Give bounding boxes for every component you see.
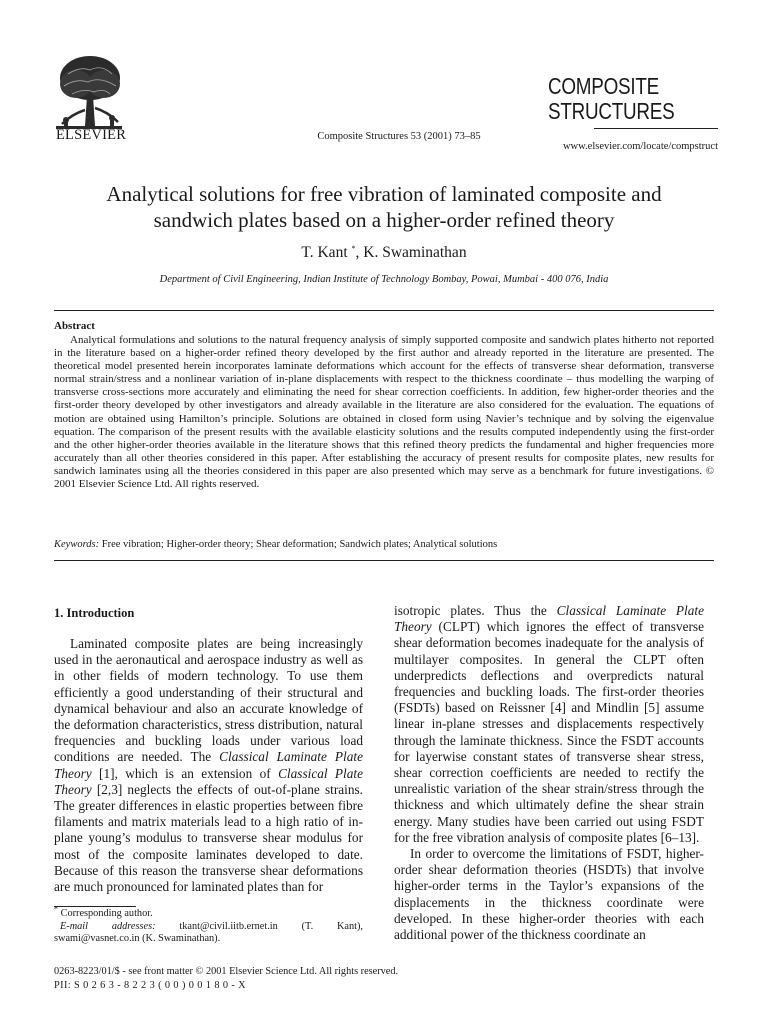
- text-segment: (CLPT) which ignores the effect of transverse shear deformation becomes inadequate for the analysis of multilayer composites. In general the CLPT often underpredicts deflections and overpredicts natural frequencies and buckling loads. The first-order theories (FSDTs) based on Reissner [4] and Mindlin [5] assume linear in-plane stresses and displacements respectively through the laminate thickness. Since the FSDT accounts for layerwise constant states of transverse shear stress, shear correction coefficients are needed to rectify the unrealistic variation of the shear strain/stress through the thickness and which ultimately define the shear strain energy. Many studies have been carried out using FSDT for the free vibration analysis of composite plates [6–13].: [394, 619, 704, 845]
- text-segment: [1], which is an extension of: [91, 765, 279, 781]
- authors: [0, 244, 768, 262]
- text-segment: isotropic plates. Thus the: [394, 603, 557, 618]
- keywords-label: Keywords:: [54, 539, 100, 550]
- author-separator: ,: [355, 244, 364, 261]
- footnote-corresponding-text: Corresponding author.: [60, 908, 153, 919]
- abstract-bottom-rule: [54, 560, 714, 561]
- keywords-list: Free vibration; Higher-order theory; Shear deformation; Sandwich plates; Analytical solutions: [101, 539, 498, 550]
- paper-title: [40, 181, 728, 233]
- footnote-mark: *: [54, 904, 58, 914]
- journal-name-line2: STRUCTURES: [548, 97, 675, 124]
- text-segment: Classical Laminate Plate Theory: [394, 603, 704, 635]
- text-segment: Classical Laminate Plate Theory: [54, 749, 363, 781]
- front-matter-line: 0263-8223/01/$ - see front matter © 2001 Elsevier Science Ltd. All rights reserved.: [54, 966, 399, 977]
- affiliation: Department of Civil Engineering, Indian Institute of Technology Bombay, Powai, Mumbai - 400 076, India: [159, 274, 609, 285]
- author-swaminathan: K. Swaminathan: [363, 244, 467, 261]
- left-column: [54, 636, 363, 895]
- corresponding-mark: *: [351, 243, 356, 253]
- footnote: [54, 904, 364, 946]
- journal-rule: [594, 128, 718, 129]
- author-kant: T. Kant: [301, 244, 348, 261]
- intro-paragraph-1-continued: [394, 603, 704, 846]
- abstract-text: Analytical formulations and solutions to the natural frequency analysis of simply supported composite and sandwich plates hitherto not reported in the literature based on a higher-order refined theory developed by the first author and already reported in the literature are presented. The theoretical model presented herein incorporates laminate deformations which account for the effects of transverse shear deformation, transverse normal strain/stress and a nonlinear variation of in-plane displacements with respect to the thickness coordinate – thus modelling the warping of transverse cross-sections more accurately and eliminating the need for shear correction coefficients. In addition, few higher-order theories and the first-order theory developed by other investigators and already available in the literature are also considered for the evaluation. The equations of motion are obtained using Hamilton’s principle. Solutions are obtained in closed form using Navier’s technique and by solving the eigenvalue equation. The comparison of the present results with the available elasticity solutions and the results computed independently using the first-order and the other higher-order theories available in the literature shows that this refined theory predicts the fundamental and higher frequencies more accurately than all other theories considered in this paper. After establishing the accuracy of present results for composite plates, new results for sandwich laminates using all the theories considered in this paper are also presented which may serve as a benchmark for future investigations. © 2001 Elsevier Science Ltd. All rights reserved.: [54, 334, 714, 491]
- intro-paragraph-2: In order to overcome the limitations of FSDT, higher-order shear deformation theories (HSDTs) that involve higher-order terms in the Taylor’s expansions of the displacements in the thickness coordinate were developed. In these higher-order theories with each additional power of the thickness coordinate an: [394, 846, 704, 943]
- abstract-heading: Abstract: [54, 320, 95, 332]
- footnote-email-label: E-mail addresses:: [60, 920, 156, 932]
- abstract-body: [54, 334, 714, 491]
- pii-line: PII: S 0 2 6 3 - 8 2 2 3 ( 0 0 ) 0 0 1 8 0 - X: [54, 980, 247, 991]
- keywords-line: [54, 539, 497, 550]
- intro-paragraph-1: [54, 636, 363, 895]
- abstract-top-rule: [54, 310, 714, 311]
- right-column: [394, 603, 704, 943]
- text-segment: [2,3] neglects the effects of out-of-plane strains. The greater differences in elastic properties between fibre filaments and matrix materials lead to a high ratio of in-plane young’s modulus to transverse shear modulus for most of the composite laminates developed to date. Because of this reason the transverse shear deformations are much pronounced for laminated plates than for: [54, 781, 363, 895]
- text-segment: Laminated composite plates are being increasingly used in the aeronautical and aerospace industry as well as in other fields of modern technology. To use them efficiently a good understanding of their structural and dynamical behaviour and also an accurate knowledge of the deformation characteristics, stress distribution, natural frequencies and buckling loads under various load conditions are needed. The: [54, 636, 363, 765]
- journal-name: [548, 74, 687, 123]
- publisher-name: ELSEVIER: [56, 127, 127, 143]
- footnote-rule: [54, 906, 136, 907]
- footnote-email-addresses[interactable]: tkant@civil.iitb.ernet.in (T. Kant), swami@vasnet.co.in (K. Swaminathan).: [54, 920, 364, 945]
- title-line1: Analytical solutions for free vibration of laminated composite and: [106, 182, 662, 206]
- title-line2: sandwich plates based on a higher-order refined theory: [153, 208, 615, 232]
- text-segment: Classical Plate Theory: [54, 765, 363, 797]
- journal-url-link[interactable]: www.elsevier.com/locate/compstruct: [562, 141, 718, 152]
- footnote-emails: [54, 921, 363, 946]
- elsevier-tree-logo: [50, 48, 128, 138]
- section-heading-introduction: 1. Introduction: [54, 606, 135, 620]
- journal-name-line1: COMPOSITE: [548, 73, 659, 99]
- footnote-corresponding: [54, 904, 363, 921]
- journal-citation: Composite Structures 53 (2001) 73–85: [317, 131, 481, 142]
